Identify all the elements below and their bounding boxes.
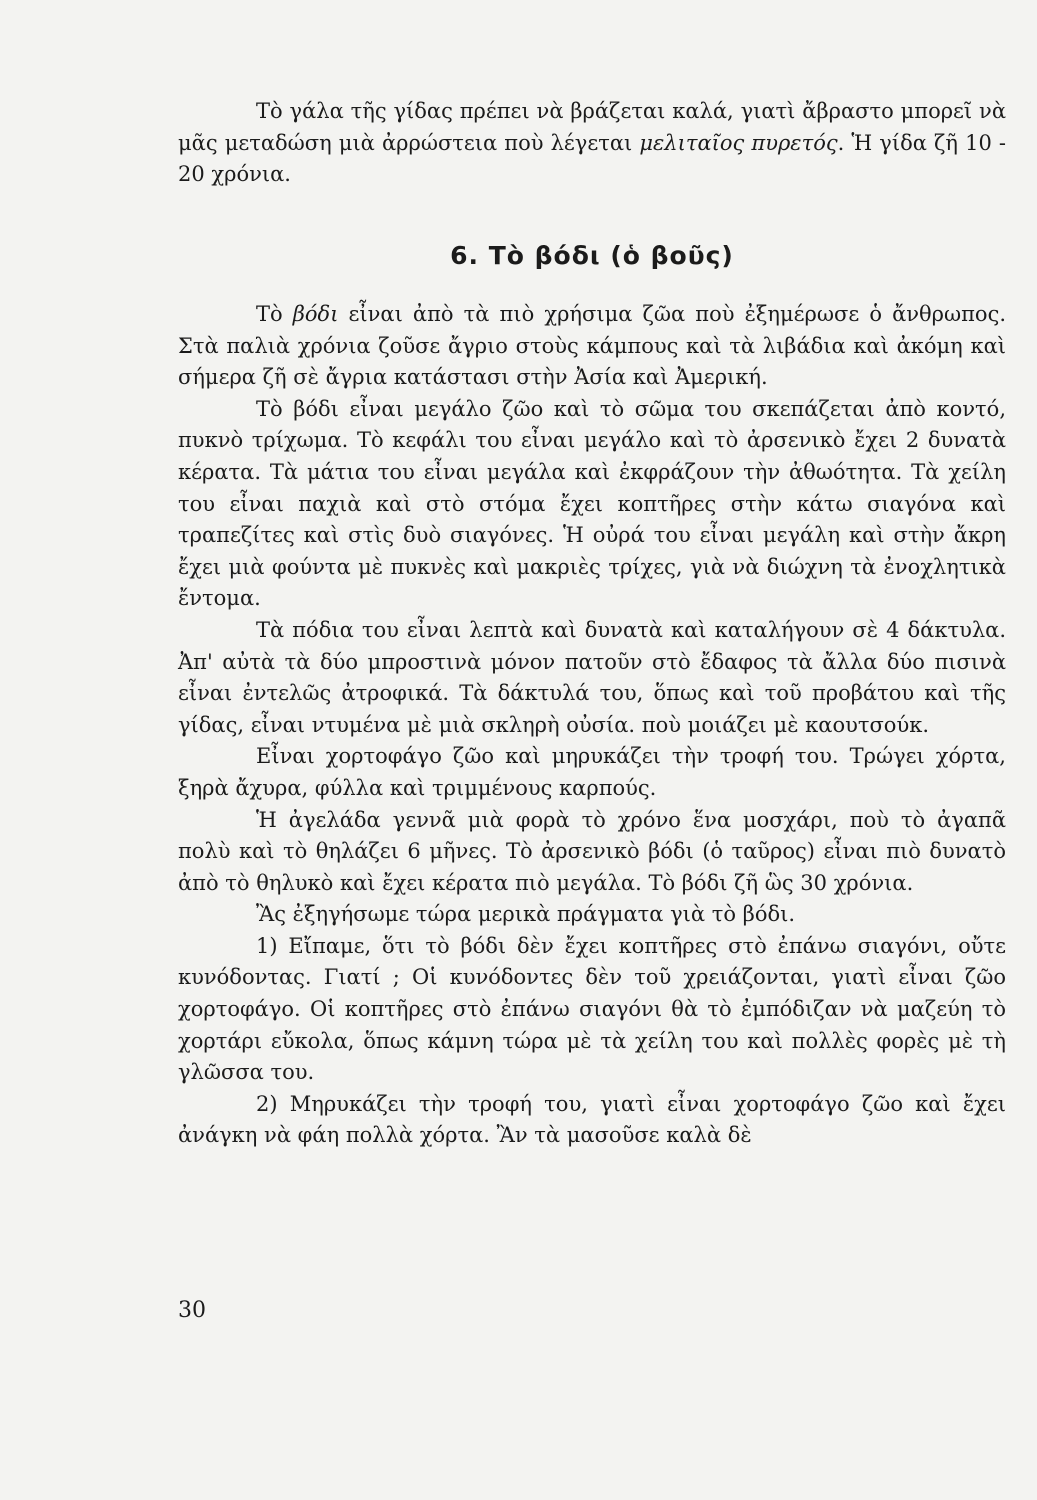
ox-intro-text-start: Τὸ bbox=[256, 302, 293, 326]
body-paragraph: Εἶναι χορτοφάγο ζῶο καὶ μηρυκάζει τὴν τροφή του. Τρώγει χόρτα, ξηρὰ ἄχυρα, φύλλα καὶ τριμμένους καρπούς. bbox=[178, 744, 1006, 800]
goat-milk-paragraph bbox=[178, 96, 1006, 191]
body-paragraph: Ἂς ἐξηγήσωμε τώρα μερικὰ πράγματα γιὰ τὸ βόδι. bbox=[256, 902, 796, 927]
ox-term: βόδι bbox=[292, 302, 339, 326]
body-paragraph: 2) Μηρυκάζει τὴν τροφή του, γιατὶ εἶναι χορτοφάγο ζῶο καὶ ἔχει ἀνάγκη νὰ φάη πολλὰ χόρτα. Ἂν τὰ μασοῦσε καλὰ δὲ bbox=[178, 1091, 1006, 1148]
page-number: 30 bbox=[178, 1298, 206, 1323]
ox-intro-text-end: εἶναι ἀπὸ τὰ πιὸ χρήσιμα ζῶα ποὺ ἐξημέρωσε ὁ ἄνθρωπος. Στὰ παλιὰ χρόνια ζοῦσε ἄγριο στοὺς κάμπους καὶ τὰ λιβάδια καὶ ἀκόμη καὶ σήμερα ζῆ σὲ ἄγρια κατάστασι στὴν Ἀσία καὶ Ἀμερική. bbox=[178, 302, 1007, 390]
body-paragraph: Τὰ πόδια του εἶναι λεπτὰ καὶ δυνατὰ καὶ καταλήγουν σὲ 4 δάκτυλα. Ἀπ' αὐτὰ τὰ δύο μπροστινὰ μόνον πατοῦν στὸ ἔδαφος τὰ ἄλλα δύο πισινὰ εἶναι ἐντελῶς ἀτροφικά. Τὰ δάκτυλά του, ὅπως καὶ τοῦ προβάτου καὶ τῆς γίδας, εἶναι ντυμένα μὲ μιὰ σκληρὴ οὐσία. ποὺ μοιάζει μὲ καουτσούκ. bbox=[178, 617, 1006, 737]
main-text-block bbox=[178, 299, 1006, 1152]
body-paragraph: Ἡ ἀγελάδα γεννᾶ μιὰ φορὰ τὸ χρόνο ἕνα μοσχάρι, ποὺ τὸ ἀγαπᾶ πολὺ καὶ τὸ θηλάζει 6 μῆνες. Τὸ ἀρσενικὸ βόδι (ὁ ταῦρος) εἶναι πιὸ δυνατὸ ἀπὸ τὸ θηλυκὸ καὶ ἔχει κέρατα πιὸ μεγάλα. Τὸ βόδι ζῆ ὣς 30 χρόνια. bbox=[178, 807, 1006, 895]
brucellosis-term: μελιταῖος πυρετός bbox=[639, 130, 838, 155]
goat-milk-text-end: . Ἡ γίδα ζῆ 10 - 20 χρόνια. bbox=[178, 130, 1006, 187]
body-paragraph: 1) Εἴπαμε, ὅτι τὸ βόδι δὲν ἔχει κοπτῆρες στὸ ἐπάνω σιαγόνι, οὔτε κυνόδοντας. Γιατί ; Οἱ κυνόδοντες δὲν τοῦ χρειάζονται, γιατὶ εἶναι ζῶο χορτοφάγο. Οἱ κοπτῆρες στὸ ἐπάνω σιαγόνι θὰ τὸ ἐμπόδιζαν νὰ μαζεύη τὸ χορτάρι εὔκολα, ὅπως κάμνη τώρα μὲ τὰ χείλη του καὶ πολλὲς φορὲς μὲ τὴ γλῶσσα του. bbox=[178, 933, 1006, 1085]
top-text-block bbox=[178, 96, 1006, 191]
ox-intro-paragraph bbox=[178, 299, 1006, 394]
goat-milk-text-start: Τὸ γάλα τῆς γίδας πρέπει νὰ βράζεται καλά, γιατὶ ἄβραστο μπορεῖ νὰ μᾶς μεταδώση μιὰ ἀρρώστεια ποὺ λέγεται bbox=[178, 99, 1006, 155]
body-paragraph: Τὸ βόδι εἶναι μεγάλο ζῶο καὶ τὸ σῶμα του σκεπάζεται ἀπὸ κοντό, πυκνὸ τρίχωμα. Τὸ κεφάλι του εἶναι μεγάλο καὶ τὸ ἀρσενικὸ ἔχει 2 δυνατὰ κέρατα. Τὰ μάτια του εἶναι μεγάλα καὶ ἐκφράζουν τὴν ἀθωότητα. Τὰ χείλη του εἶναι παχιὰ καὶ στὸ στόμα ἔχει κοπτῆρες στὴν κάτω σιαγόνα καὶ τραπεζίτες καὶ στὶς δυὸ σιαγόνες. Ἡ οὐρά του εἶναι μεγάλη καὶ στὴν ἄκρη ἔχει μιὰ φούντα μὲ πυκνὲς καὶ μακριὲς τρίχες, γιὰ νὰ διώχνη τὰ ἐνοχλητικὰ ἔντομα. bbox=[178, 396, 1006, 611]
section-heading: 6. Τὸ βόδι (ὁ βοῦς) bbox=[450, 241, 734, 270]
